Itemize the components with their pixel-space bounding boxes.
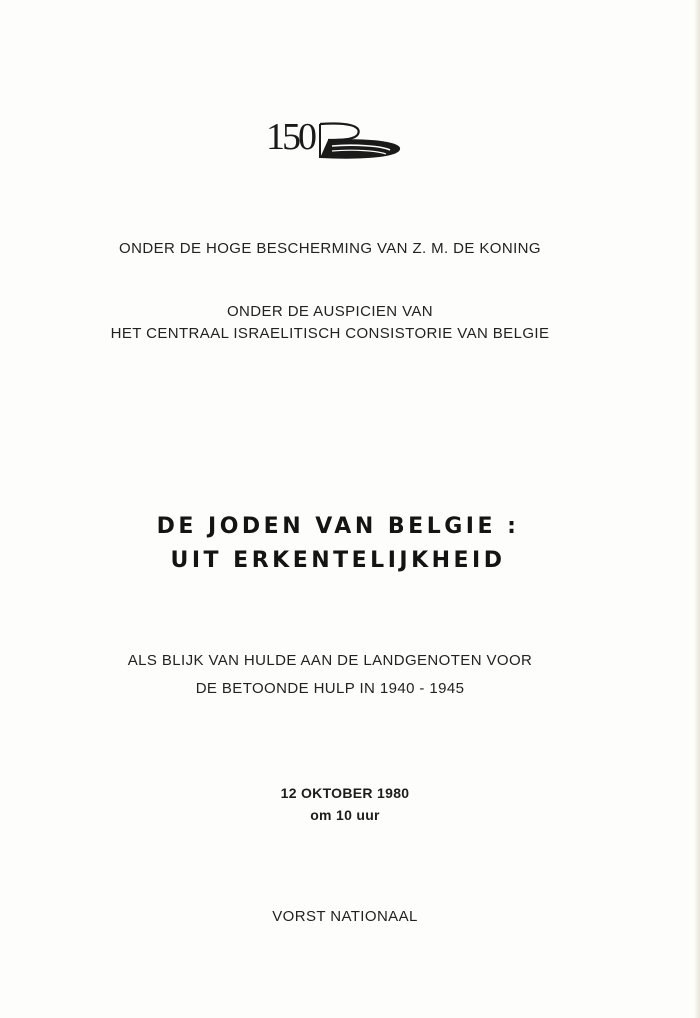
subtitle-line-1: ALS BLIJK VAN HULDE AAN DE LANDGENOTEN VOOR (127, 652, 533, 669)
patronage-line: ONDER DE HOGE BESCHERMING VAN Z. M. DE KONING (119, 240, 541, 257)
paper-edge (694, 0, 700, 1018)
subtitle-line-2: DE BETOONDE HULP IN 1940 - 1945 (195, 680, 465, 697)
title-line-2: UIT ERKENTELIJKHEID (170, 548, 506, 573)
stylized-b-swoosh-icon (318, 120, 402, 162)
anniversary-logo (266, 112, 406, 162)
auspices-line-2: HET CENTRAAL ISRAELITISCH CONSISTORIE VAN BELGIE (110, 325, 550, 342)
event-venue: VORST NATIONAAL (272, 908, 418, 925)
event-date: 12 OKTOBER 1980 (280, 785, 410, 801)
event-time: om 10 uur (310, 807, 380, 823)
auspices-line-1: ONDER DE AUSPICIEN VAN (226, 303, 434, 320)
title-line-1: DE JODEN VAN BELGIE : (156, 514, 520, 539)
logo-number: 150 (266, 116, 314, 158)
